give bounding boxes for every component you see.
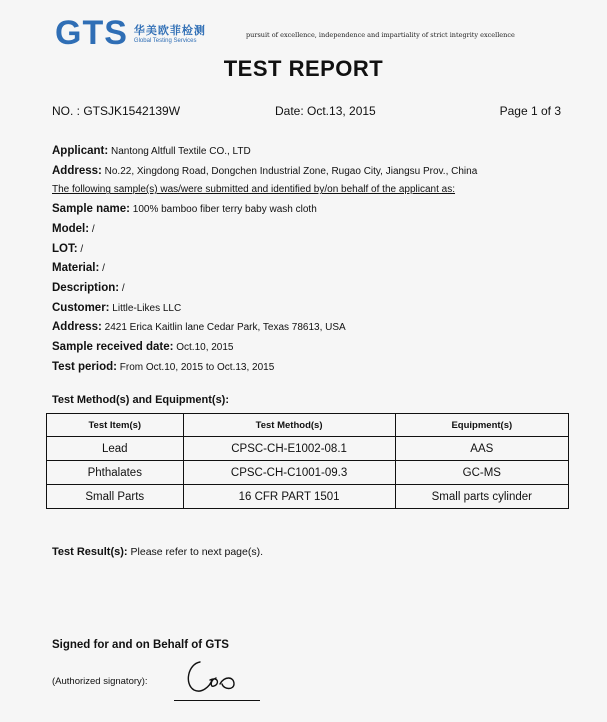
header-test-item: Test Item(s) (47, 414, 184, 437)
tagline: pursuit of excellence, independence and impartiality of strict integrity excellence (246, 31, 515, 39)
material-value: / (102, 263, 105, 275)
cell-equipment: Small parts cylinder (395, 485, 568, 509)
test-period-value: From Oct.10, 2015 to Oct.13, 2015 (119, 361, 275, 373)
material-row (52, 259, 572, 279)
model-row (52, 220, 572, 240)
cell-test-method: CPSC-CH-C1001-09.3 (183, 461, 395, 485)
submission-statement: The following sample(s) was/were submitted and identified by/on behalf of the applicant as: (52, 184, 456, 196)
lot-row (52, 240, 572, 260)
logo-chinese-name: 华美欧菲检测 (133, 25, 206, 37)
logo-mark: GTS (55, 14, 128, 52)
gts-logo (55, 16, 206, 50)
table-header-row (47, 414, 569, 437)
customer-address-label: Address: (52, 321, 102, 334)
applicant-value: Nantong Altfull Textile CO., LTD (111, 146, 251, 157)
report-date: Date: Oct.13, 2015 (275, 104, 376, 118)
table-row (47, 437, 569, 461)
model-value: / (91, 223, 95, 235)
logo-english-name: Global Testing Services (133, 38, 197, 44)
customer-address-value: 2421 Erica Kaitlin lane Cedar Park, Texas 78613, USA (104, 322, 346, 334)
authorized-signatory-label: (Authorized signatory): (52, 676, 148, 687)
description-label: Description: (52, 281, 120, 294)
report-title: TEST REPORT (223, 56, 384, 81)
model-label: Model: (52, 222, 90, 235)
table-row (47, 485, 569, 509)
lot-value: / (80, 243, 84, 255)
customer-address-row (52, 318, 572, 338)
applicant-address-row (52, 162, 572, 182)
customer-row (52, 299, 572, 319)
signature-line (174, 700, 260, 701)
applicant-address-label: Address: (52, 164, 102, 177)
sample-name-row (52, 200, 572, 220)
customer-label: Customer: (52, 301, 110, 314)
signed-for: Signed for and on Behalf of GTS (52, 639, 229, 651)
methods-heading: Test Method(s) and Equipment(s): (52, 394, 230, 406)
applicant-label: Applicant: (52, 145, 109, 157)
sample-name-label: Sample name: (52, 203, 130, 216)
test-period-label: Test period: (52, 360, 117, 373)
test-result-label: Test Result(s): (52, 546, 128, 558)
test-result-value: Please refer to next page(s). (130, 546, 264, 558)
cell-equipment: AAS (395, 437, 568, 461)
description-row (52, 279, 572, 299)
sample-name-value: 100% bamboo fiber terry baby wash cloth (132, 204, 317, 216)
received-date-label: Sample received date: (52, 341, 174, 354)
report-number: NO. : GTSJK1542139W (52, 104, 181, 118)
cell-test-method: CPSC-CH-E1002-08.1 (183, 437, 395, 461)
methods-table (46, 413, 569, 509)
received-date-value: Oct.10, 2015 (176, 342, 234, 354)
test-period-row (52, 358, 572, 378)
cell-test-method: 16 CFR PART 1501 (183, 485, 395, 509)
page-number: Page 1 of 3 (499, 104, 561, 118)
applicant-address-value: No.22, Xingdong Road, Dongchen Industrial Zone, Rugao City, Jiangsu Prov., China (104, 165, 478, 177)
test-result (52, 546, 263, 558)
cell-test-item: Small Parts (47, 485, 184, 509)
received-date-row (52, 338, 572, 358)
logo-text (134, 22, 206, 44)
header-equipment: Equipment(s) (395, 414, 568, 437)
report-fields (52, 142, 572, 377)
table-row (47, 461, 569, 485)
description-value: / (121, 282, 125, 294)
handwritten-signature (180, 650, 250, 700)
cell-equipment: GC-MS (395, 461, 568, 485)
material-label: Material: (52, 262, 100, 275)
header-test-method: Test Method(s) (183, 414, 395, 437)
cell-test-item: Lead (47, 437, 184, 461)
customer-value: Little-Likes LLC (112, 302, 182, 314)
lot-label: LOT: (52, 242, 78, 255)
cell-test-item: Phthalates (47, 461, 184, 485)
applicant-row (52, 142, 572, 162)
